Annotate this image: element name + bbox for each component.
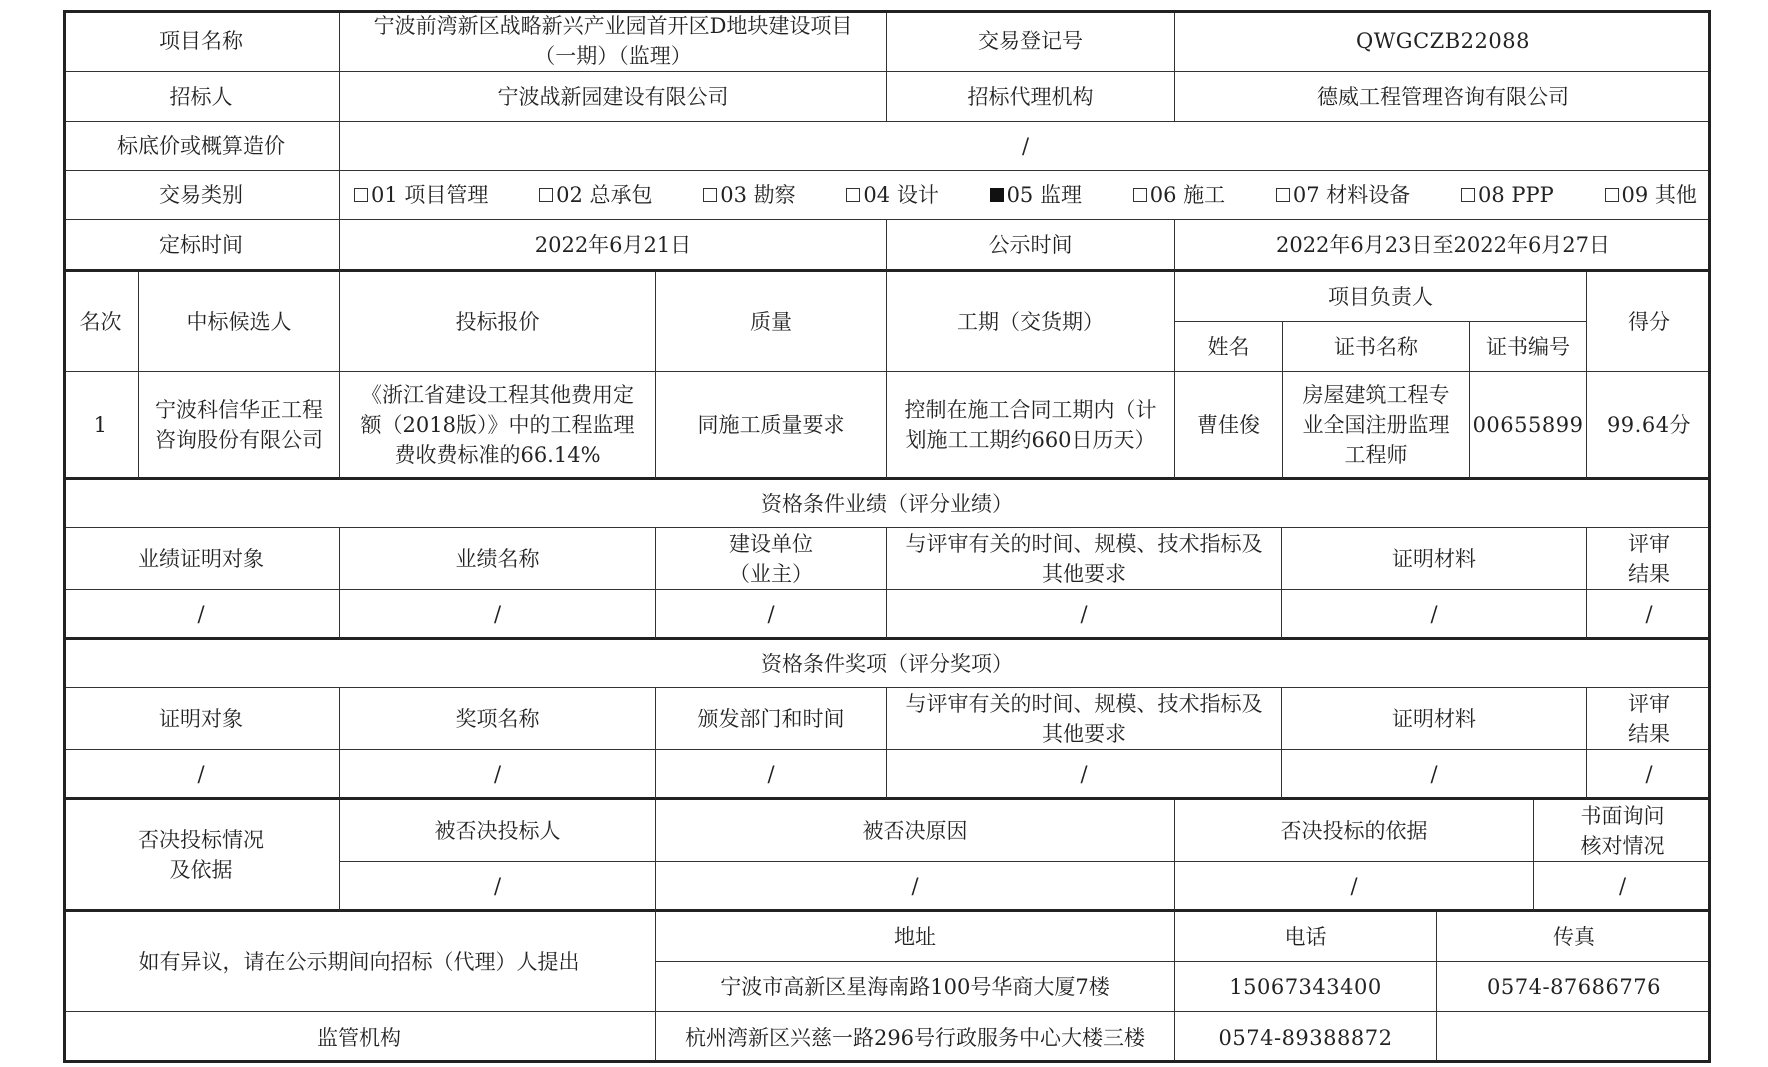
awards-header: 证明材料 xyxy=(1282,688,1587,750)
awards-header: 证明对象 xyxy=(63,688,340,750)
project-name: 宁波前湾新区战略新兴产业园首开区D地块建设项目 （一期）（监理） xyxy=(340,10,887,72)
performance-header: 与评审有关的时间、规模、技术指标及 其他要求 xyxy=(887,528,1282,590)
cert-name-header: 证书名称 xyxy=(1283,322,1470,372)
candidate-score: 99.64分 xyxy=(1587,372,1711,480)
rejection-header: 被否决投标人 xyxy=(340,800,656,862)
rejection-header: 否决投标的依据 xyxy=(1175,800,1534,862)
performance-value: / xyxy=(887,590,1282,640)
reg-no: QWGCZB22088 xyxy=(1175,10,1711,72)
awards-value: / xyxy=(340,750,656,800)
project-name-label: 项目名称 xyxy=(63,10,340,72)
objection-fax: 0574-87686776 xyxy=(1437,962,1711,1012)
trade-category-label: 08 PPP xyxy=(1477,183,1554,207)
publicity-label: 公示时间 xyxy=(887,220,1175,272)
duration-header: 工期（交货期） xyxy=(887,272,1175,372)
bid-price-header: 投标报价 xyxy=(340,272,656,372)
awards-title: 资格条件奖项（评分奖项） xyxy=(63,640,1711,688)
agency-label: 招标代理机构 xyxy=(887,72,1175,122)
quality-header: 质量 xyxy=(656,272,887,372)
fax-header: 传真 xyxy=(1437,912,1711,962)
awards-value: / xyxy=(63,750,340,800)
rejection-value: / xyxy=(656,862,1175,912)
objection-phone: 15067343400 xyxy=(1175,962,1437,1012)
manager-name: 曹佳俊 xyxy=(1175,372,1283,480)
performance-header: 建设单位 （业主） xyxy=(656,528,887,590)
trade-category-label: 01 项目管理 xyxy=(371,183,489,207)
bid-result-notice-table xyxy=(63,10,1711,1063)
table-border xyxy=(63,10,1711,1063)
trade-category-label: 05 监理 xyxy=(1006,183,1082,207)
candidate-quality: 同施工质量要求 xyxy=(656,372,887,480)
publicity-time: 2022年6月23日至2022年6月27日 xyxy=(1175,220,1711,272)
trade-category-label: 07 材料设备 xyxy=(1292,183,1411,207)
manager-cert-name: 房屋建筑工程专 业全国注册监理 工程师 xyxy=(1283,372,1470,480)
score-header: 得分 xyxy=(1587,272,1711,372)
awards-value: / xyxy=(656,750,887,800)
address-header: 地址 xyxy=(656,912,1175,962)
rejection-label: 否决投标情况 及依据 xyxy=(63,800,340,912)
awards-value: / xyxy=(1587,750,1711,800)
awards-value: / xyxy=(1282,750,1587,800)
reg-no-label: 交易登记号 xyxy=(887,10,1175,72)
tenderer: 宁波战新园建设有限公司 xyxy=(340,72,887,122)
performance-value: / xyxy=(1587,590,1711,640)
candidate-name: 宁波科信华正工程 咨询股份有限公司 xyxy=(139,372,340,480)
objection-label: 如有异议，请在公示期间向招标（代理）人提出 xyxy=(63,912,656,1012)
supervisor-address: 杭州湾新区兴慈一路296号行政服务中心大楼三楼 xyxy=(656,1012,1175,1063)
cert-no-header: 证书编号 xyxy=(1470,322,1587,372)
rejection-value: / xyxy=(1534,862,1711,912)
trade-category-label: 09 其他 xyxy=(1621,183,1697,207)
supervisor-phone: 0574-89388872 xyxy=(1175,1012,1437,1063)
candidate-header: 中标候选人 xyxy=(139,272,340,372)
candidate-rank: 1 xyxy=(63,372,139,480)
trade-category-label: 02 总承包 xyxy=(556,183,653,207)
performance-header: 评审 结果 xyxy=(1587,528,1711,590)
phone-header: 电话 xyxy=(1175,912,1437,962)
performance-value: / xyxy=(340,590,656,640)
rank-header: 名次 xyxy=(63,272,139,372)
base-price: / xyxy=(340,122,1711,171)
performance-header: 业绩名称 xyxy=(340,528,656,590)
rejection-value: / xyxy=(1175,862,1534,912)
rejection-header: 书面询问 核对情况 xyxy=(1534,800,1711,862)
agency: 德威工程管理咨询有限公司 xyxy=(1175,72,1711,122)
performance-value: / xyxy=(1282,590,1587,640)
objection-address: 宁波市高新区星海南路100号华商大厦7楼 xyxy=(656,962,1175,1012)
trade-category-label: 03 勘察 xyxy=(720,183,796,207)
awards-value: / xyxy=(887,750,1282,800)
awards-header: 与评审有关的时间、规模、技术指标及 其他要求 xyxy=(887,688,1282,750)
performance-value: / xyxy=(63,590,340,640)
award-time: 2022年6月21日 xyxy=(340,220,887,272)
base-price-label: 标底价或概算造价 xyxy=(63,122,340,171)
awards-header: 评审 结果 xyxy=(1587,688,1711,750)
performance-header: 证明材料 xyxy=(1282,528,1587,590)
rejection-value: / xyxy=(340,862,656,912)
manager-header: 项目负责人 xyxy=(1175,272,1587,322)
tenderer-label: 招标人 xyxy=(63,72,340,122)
trade-category-label: 04 设计 xyxy=(863,183,939,207)
manager-name-header: 姓名 xyxy=(1175,322,1283,372)
candidate-duration: 控制在施工合同工期内（计 划施工工期约660日历天） xyxy=(887,372,1175,480)
manager-cert-no: 00655899 xyxy=(1470,372,1587,480)
rejection-header: 被否决原因 xyxy=(656,800,1175,862)
awards-header: 颁发部门和时间 xyxy=(656,688,887,750)
award-time-label: 定标时间 xyxy=(63,220,340,272)
performance-value: / xyxy=(656,590,887,640)
awards-header: 奖项名称 xyxy=(340,688,656,750)
performance-title: 资格条件业绩（评分业绩） xyxy=(63,480,1711,528)
supervisor-label: 监管机构 xyxy=(63,1012,656,1063)
candidate-bid-price: 《浙江省建设工程其他费用定 额（2018版）》中的工程监理 费收费标准的66.14% xyxy=(340,372,656,480)
performance-header: 业绩证明对象 xyxy=(63,528,340,590)
category-label: 交易类别 xyxy=(63,171,340,220)
trade-category-label: 06 施工 xyxy=(1149,183,1226,207)
